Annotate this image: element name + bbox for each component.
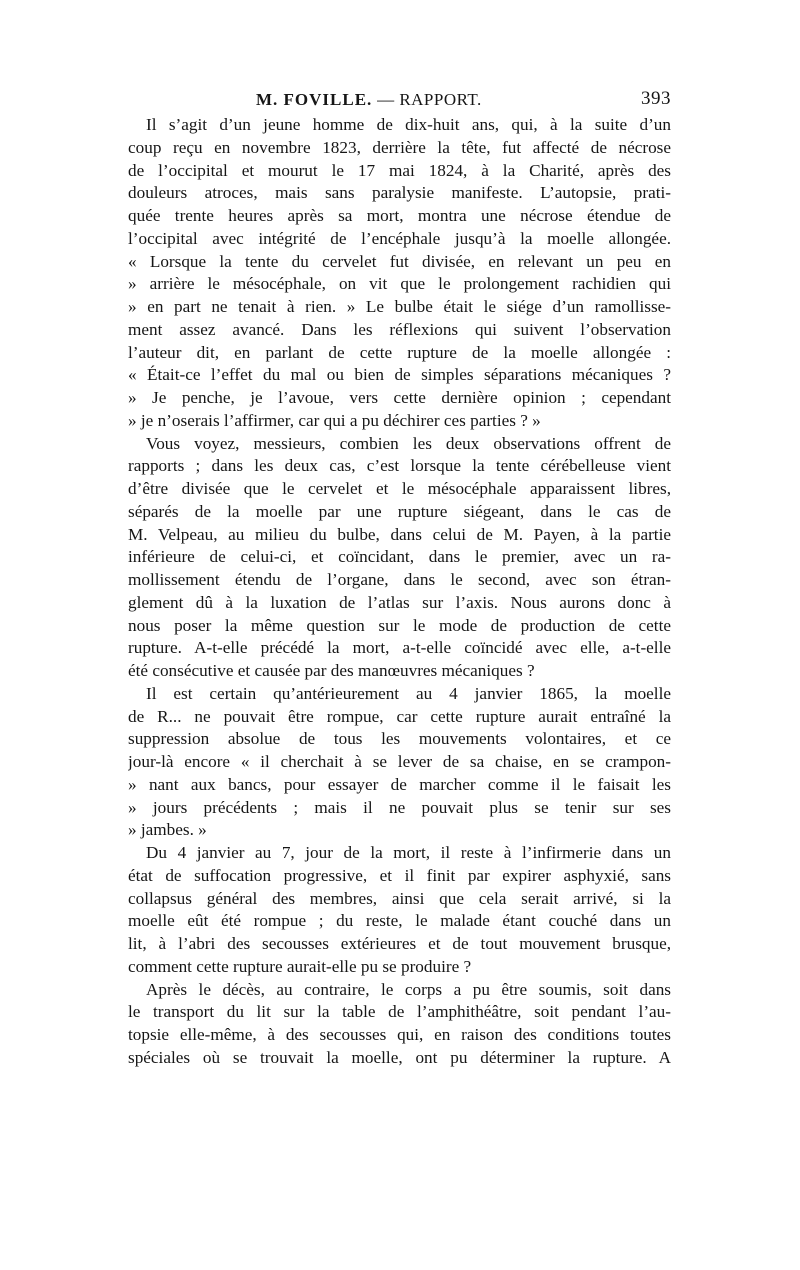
text-line: rapports ; dans les deux cas, c’est lorsque la tente cérébelleuse vient <box>128 456 671 476</box>
text-line: » arrière le mésocéphale, on vit que le prolongement rachidien qui <box>128 274 671 294</box>
text-line: » jambes. » <box>128 820 207 840</box>
text-line: comment cette rupture aurait-elle pu se produire ? <box>128 956 472 976</box>
text-line: l’auteur dit, en parlant de cette rupture de la moelle allongée : <box>128 342 671 362</box>
book-page <box>128 88 671 1070</box>
text-line: Il est certain qu’antérieurement au 4 janvier 1865, la moelle <box>146 683 671 703</box>
text-line: » en part ne tenait à rien. » Le bulbe était le siége d’un ramollisse- <box>128 297 671 316</box>
running-title <box>256 90 482 110</box>
text-line: collapsus général des membres, ainsi que cela serait arrivé, si la <box>128 888 671 908</box>
text-line: Du 4 janvier au 7, jour de la mort, il reste à l’infirmerie dans un <box>146 843 671 862</box>
page-number: 393 <box>641 88 671 109</box>
text-line: de R... ne pouvait être rompue, car cette rupture aurait entraîné la <box>128 706 671 726</box>
text-line: » je n’oserais l’affirmer, car qui a pu déchirer ces parties ? » <box>128 410 541 430</box>
text-line: mollissement étendu de l’organe, dans le second, avec son étran- <box>128 570 671 589</box>
text-line: « Était-ce l’effet du mal ou bien de simples séparations mécaniques ? <box>128 365 671 385</box>
text-line: le transport du lit sur la table de l’amphithéâtre, soit pendant l’au- <box>128 1002 671 1022</box>
header-author: M. FOVILLE. <box>256 90 373 109</box>
text-line: topsie elle-même, à des secousses qui, en raison des conditions toutes <box>128 1025 671 1044</box>
text-line: jour-là encore « il cherchait à se lever de sa chaise, en se crampon- <box>128 752 671 771</box>
text-line: » jours précédents ; mais il ne pouvait plus se tenir sur ses <box>128 797 671 817</box>
text-line: rupture. A-t-elle précédé la mort, a-t-elle coïncidé avec elle, a-t-elle <box>128 638 671 658</box>
header-section: RAPPORT. <box>399 90 482 109</box>
text-line: nous poser la même question sur le mode de production de cette <box>128 615 671 635</box>
text-line: spéciales où se trouvait la moelle, ont pu déterminer la rupture. A <box>128 1047 671 1067</box>
text-line: d’être divisée que le cervelet et le mésocéphale apparaissent libres, <box>128 479 671 498</box>
text-line: de l’occipital et mourut le 17 mai 1824, à la Charité, après des <box>128 160 671 180</box>
text-line: moelle eût été rompue ; du reste, le malade étant couché dans un <box>128 911 671 931</box>
text-line: lit, à l’abri des secousses extérieures et de tout mouvement brusque, <box>128 934 671 953</box>
text-line: » nant aux bancs, pour essayer de marcher comme il le faisait les <box>128 774 671 794</box>
text-line: Il s’agit d’un jeune homme de dix-huit ans, qui, à la suite d’un <box>146 115 671 134</box>
running-header <box>128 88 671 114</box>
text-line: Vous voyez, messieurs, combien les deux observations offrent de <box>146 433 671 453</box>
text-line: séparés de la moelle par une rupture siégeant, dans le cas de <box>128 501 671 521</box>
text-line: suppression absolue de tous les mouvements volontaires, et ce <box>128 729 671 749</box>
text-line: Après le décès, au contraire, le corps a pu être soumis, soit dans <box>146 979 671 999</box>
header-dash: — <box>377 90 395 109</box>
text-line: glement dû à la luxation de l’atlas sur l’axis. Nous aurons donc à <box>128 592 671 612</box>
text-line: M. Velpeau, au milieu du bulbe, dans celui de M. Payen, à la partie <box>128 524 671 544</box>
body-text <box>128 114 671 1070</box>
text-line: l’occipital avec intégrité de l’encéphale jusqu’à la moelle allongée. <box>128 228 671 248</box>
text-line: été consécutive et causée par des manœuvres mécaniques ? <box>128 661 535 680</box>
text-line: douleurs atroces, mais sans paralysie manifeste. L’autopsie, prati- <box>128 183 671 203</box>
text-line: » Je penche, je l’avoue, vers cette dernière opinion ; cependant <box>128 388 671 407</box>
text-line: état de suffocation progressive, et il finit par expirer asphyxié, sans <box>128 865 671 885</box>
text-line: « Lorsque la tente du cervelet fut divisée, en relevant un peu en <box>128 251 671 271</box>
text-line: inférieure de celui-ci, et coïncidant, dans le premier, avec un ra- <box>128 547 671 567</box>
text-line: coup reçu en novembre 1823, derrière la tête, fut affecté de nécrose <box>128 137 671 157</box>
text-line: ment assez avancé. Dans les réflexions qui suivent l’observation <box>128 319 671 339</box>
text-line: quée trente heures après sa mort, montra une nécrose étendue de <box>128 206 671 225</box>
